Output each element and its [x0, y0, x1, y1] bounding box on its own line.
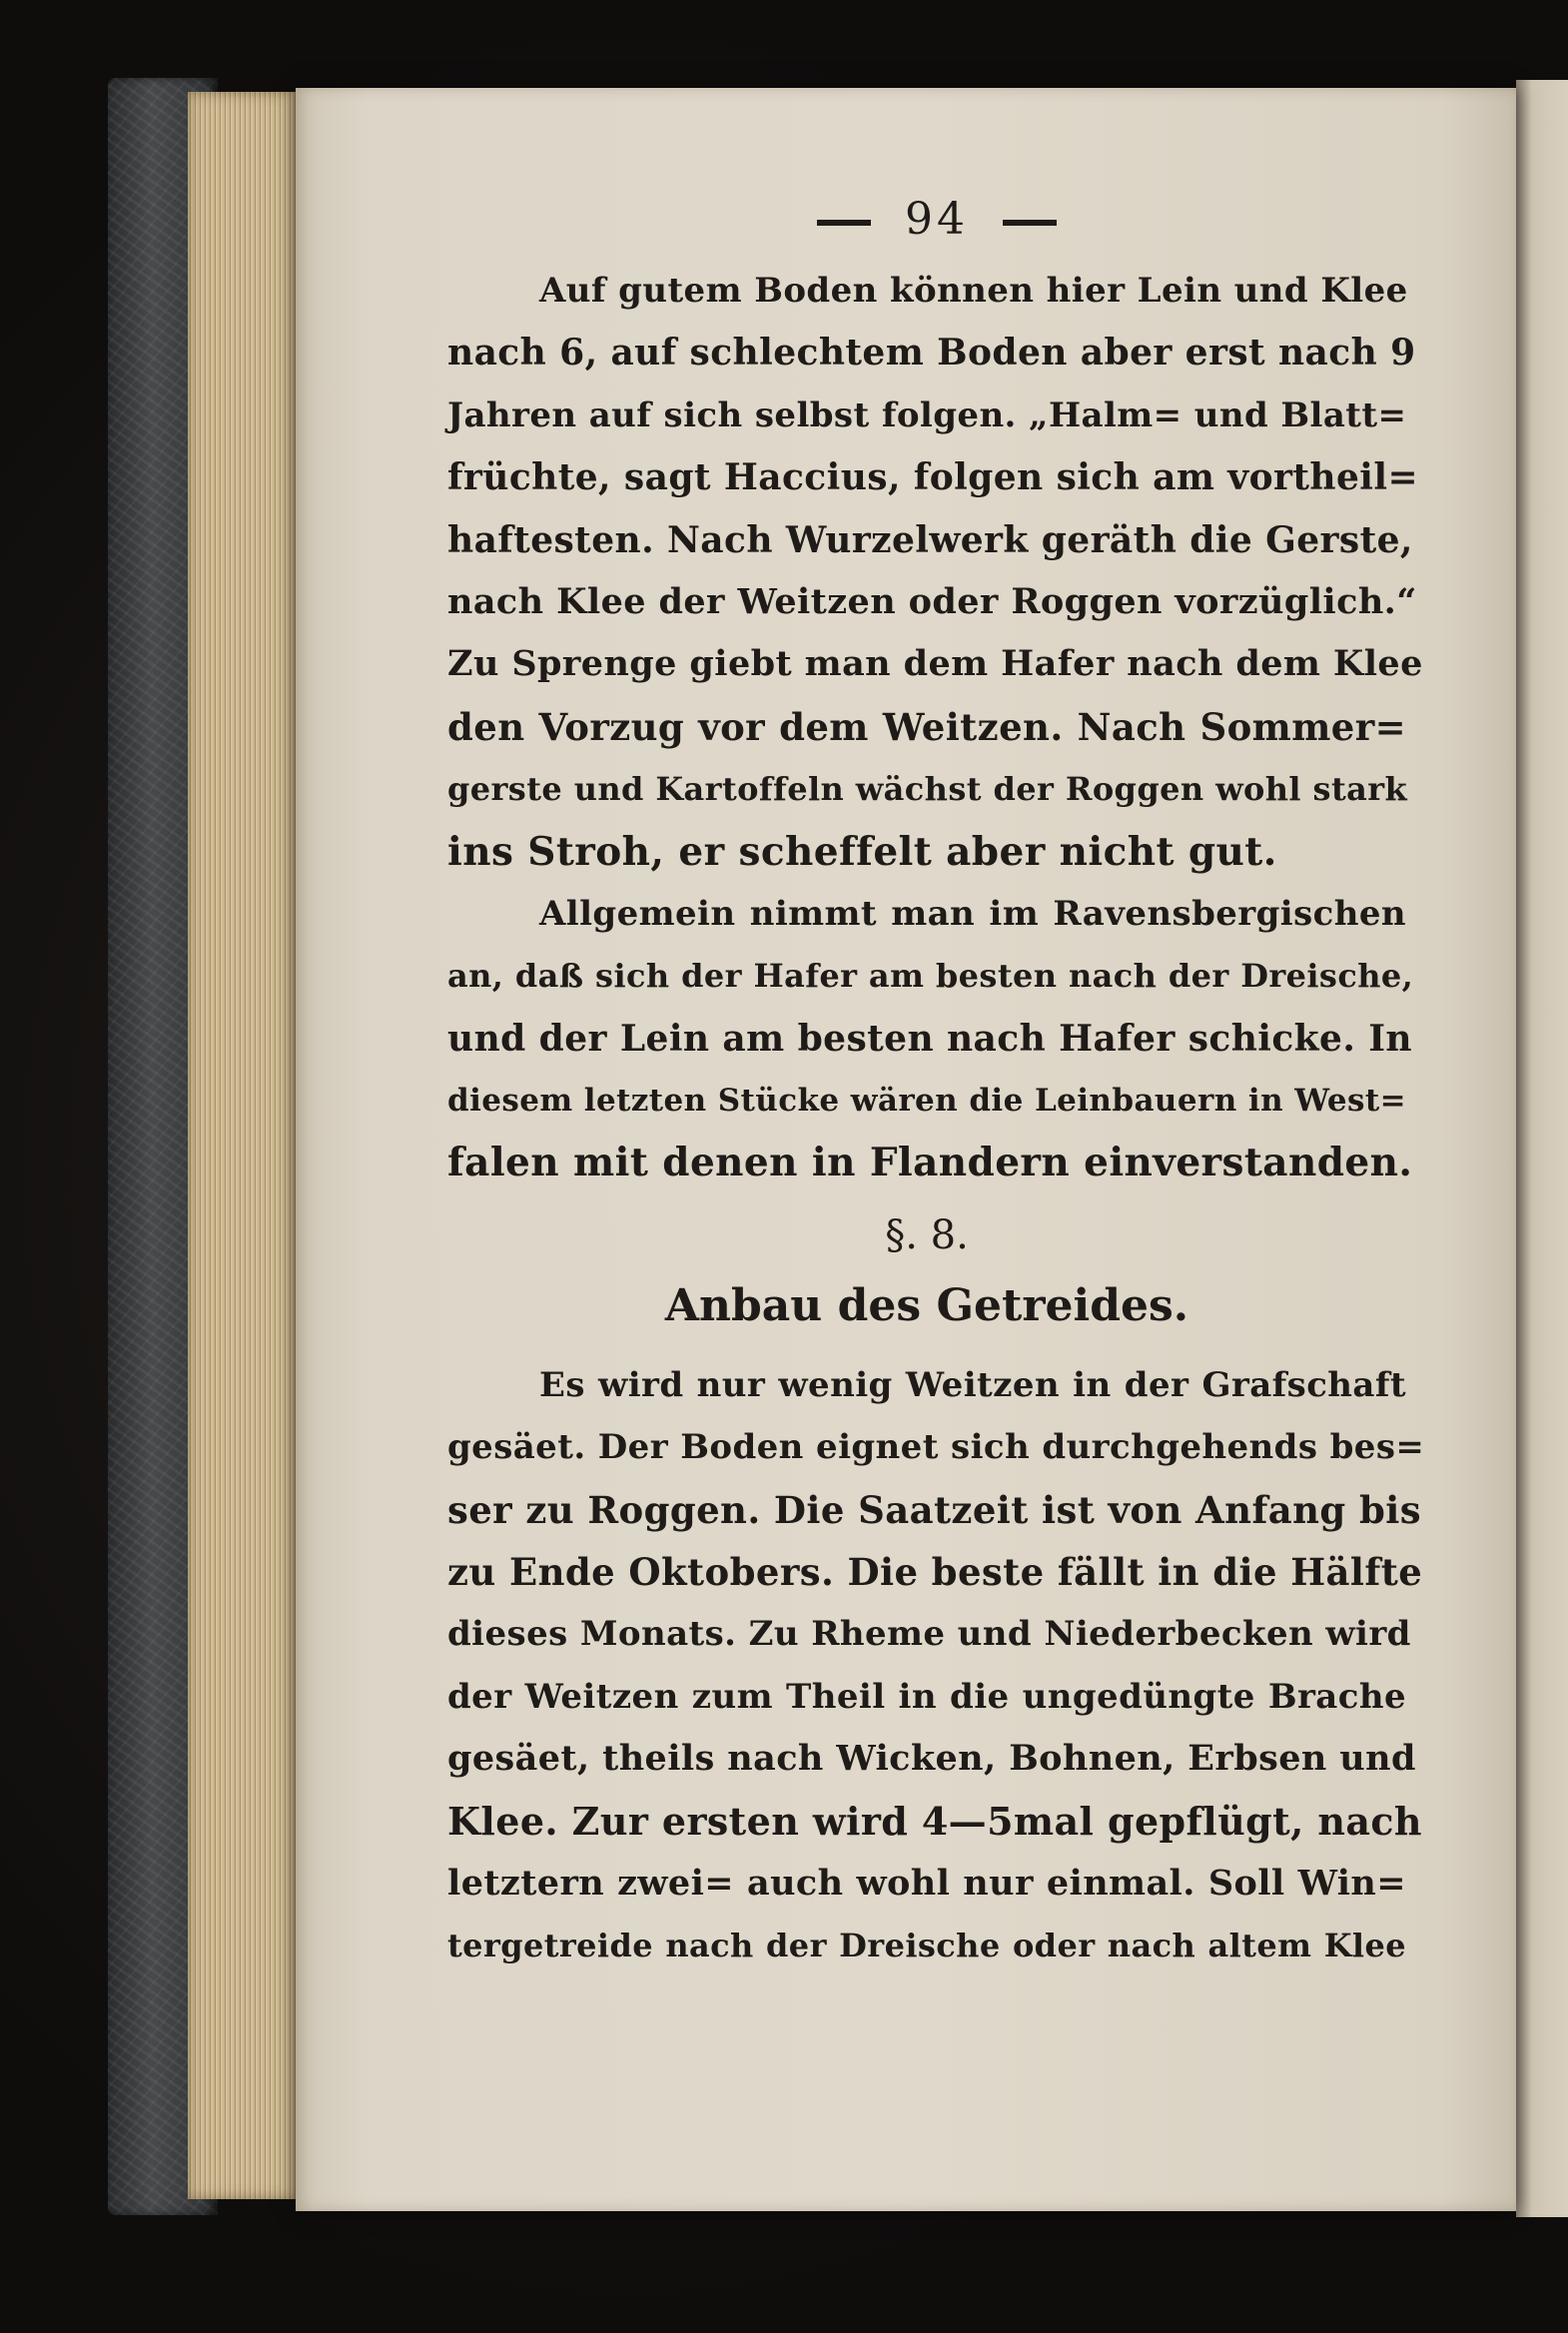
text-line: Allgemein nimmt man im Ravensbergischen: [539, 893, 1406, 934]
page-text: [447, 180, 1425, 1977]
page-number: 94: [905, 194, 969, 245]
text-line: früchte, sagt Haccius, folgen sich am vortheil=: [447, 456, 1419, 499]
text-line: Jahren auf sich selbst folgen. „Halm= und Blatt=: [447, 394, 1407, 435]
text-line: nach Klee der Weitzen oder Roggen vorzüglich.“: [447, 580, 1417, 622]
page-header: [467, 180, 1406, 260]
text-line: Es wird nur wenig Weitzen in der Grafschaft: [539, 1364, 1406, 1405]
text-line: Auf gutem Boden können hier Lein und Klee: [539, 271, 1408, 311]
text-line: zu Ende Oktobers. Die beste fällt in die Hälfte: [447, 1550, 1423, 1595]
text-line: letztern zwei= auch wohl nur einmal. Soll Win=: [447, 1862, 1406, 1904]
paragraph-2: [447, 883, 1414, 1194]
text-line: gerste und Kartoffeln wächst der Roggen wohl stark: [447, 770, 1408, 809]
adjacent-page: [1516, 80, 1568, 2217]
section-title: Anbau des Getreides.: [664, 1279, 1189, 1331]
page-edges: [188, 92, 298, 2199]
text-line: haftesten. Nach Wurzelwerk geräth die Gerste,: [447, 518, 1413, 561]
text-line: Zu Sprenge giebt man dem Hafer nach dem Klee: [447, 643, 1423, 685]
header-dash-right: [1003, 220, 1057, 226]
text-line: diesem letzten Stücke wären die Leinbauern in West=: [447, 1083, 1406, 1120]
paragraph-3: [447, 1354, 1425, 1977]
text-line: und der Lein am besten nach Hafer schicke. In: [447, 1017, 1413, 1060]
text-line: ins Stroh, er scheffelt aber nicht gut.: [447, 828, 1277, 875]
text-line: gesäet, theils nach Wicken, Bohnen, Erbsen und: [447, 1738, 1416, 1780]
header-dash-left: [817, 220, 871, 226]
paragraph-1: [447, 260, 1423, 883]
text-line: ser zu Roggen. Die Saatzeit ist von Anfang bis: [447, 1487, 1421, 1532]
text-line: an, daß sich der Hafer am besten nach der Dreische,: [447, 957, 1414, 996]
text-line: nach 6, auf schlechtem Boden aber erst nach 9: [447, 332, 1416, 375]
text-line: dieses Monats. Zu Rheme und Niederbecken wird: [447, 1614, 1411, 1655]
section-number: §. 8.: [885, 1211, 969, 1258]
text-line: den Vorzug vor dem Weitzen. Nach Sommer=: [447, 704, 1406, 749]
text-line: Klee. Zur ersten wird 4—5mal gepflügt, nach: [447, 1798, 1422, 1844]
text-line: falen mit denen in Flandern einverstanden.: [447, 1140, 1413, 1186]
text-line: tergetreide nach der Dreische oder nach altem Klee: [447, 1927, 1406, 1965]
text-line: gesäet. Der Boden eignet sich durchgehends bes=: [447, 1427, 1425, 1468]
text-line: der Weitzen zum Theil in die ungedüngte Brache: [447, 1676, 1406, 1717]
